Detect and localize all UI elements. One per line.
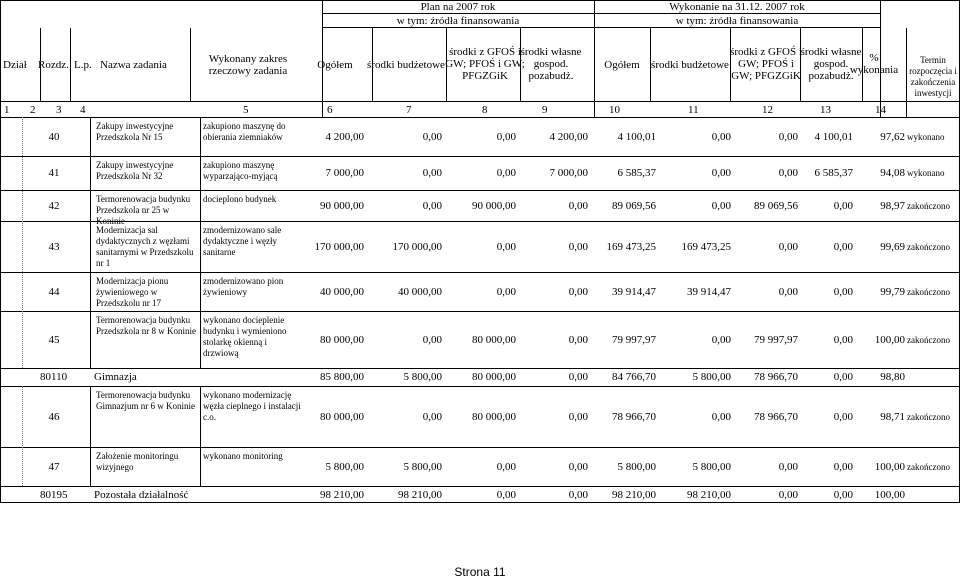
col-number: 2 bbox=[30, 104, 36, 116]
row-exec-budget: 39 914,47 bbox=[687, 286, 731, 298]
row-exec-fund: 0,00 bbox=[778, 167, 798, 179]
row-exec-budget: 0,00 bbox=[711, 200, 731, 212]
row-status: zakończono bbox=[907, 462, 950, 472]
row-name: Termorenowacja budynku Przedszkola nr 8 w Koninie bbox=[96, 315, 196, 336]
row-plan-total: 7 000,00 bbox=[325, 167, 364, 179]
row-exec-total: 78 966,70 bbox=[612, 411, 656, 423]
row-pct: 98,97 bbox=[880, 200, 905, 212]
col-exec-wlasne: środki własne gospod. pozabudż. bbox=[800, 46, 862, 82]
col-lp: L.p. bbox=[74, 59, 92, 71]
row-scope: zakupiono maszynę do obierania ziemniaków bbox=[203, 121, 286, 142]
row-status: zakończono bbox=[907, 201, 950, 211]
row-status: zakończono bbox=[907, 242, 950, 252]
row-plan-fund: 0,00 bbox=[496, 241, 516, 253]
summary-exec-own: 0,00 bbox=[833, 489, 853, 501]
row-lp: 43 bbox=[48, 241, 60, 253]
col-procent: % wykonania bbox=[849, 52, 899, 76]
row-plan-budget: 0,00 bbox=[422, 131, 442, 143]
row-plan-total: 5 800,00 bbox=[325, 461, 364, 473]
row-exec-fund: 0,00 bbox=[778, 131, 798, 143]
row-scope: wykonano docieplenie budynku i wymieniono stolarkę okienną i drzwiową bbox=[203, 315, 287, 358]
col-number: 11 bbox=[688, 104, 699, 116]
col-termin: Termin rozpoczęcia i zakończenia inwestycji bbox=[909, 55, 957, 98]
summary-exec-own: 0,00 bbox=[833, 371, 853, 383]
row-plan-budget: 0,00 bbox=[422, 200, 442, 212]
row-plan-total: 170 000,00 bbox=[314, 241, 364, 253]
row-plan-fund: 0,00 bbox=[496, 286, 516, 298]
row-plan-fund: 80 000,00 bbox=[472, 334, 516, 346]
col-nazwa: Nazwa zadania bbox=[100, 59, 167, 71]
row-plan-fund: 0,00 bbox=[496, 131, 516, 143]
summary-pct: 100,00 bbox=[874, 489, 905, 501]
plan-title: Plan na 2007 rok bbox=[420, 1, 496, 13]
row-plan-fund: 90 000,00 bbox=[472, 200, 516, 212]
row-plan-budget: 0,00 bbox=[422, 167, 442, 179]
exec-title: Wykonanie na 31.12. 2007 rok bbox=[669, 1, 805, 13]
summary-exec-total: 84 766,70 bbox=[612, 371, 656, 383]
row-pct: 100,00 bbox=[874, 461, 905, 473]
row-plan-budget: 40 000,00 bbox=[398, 286, 442, 298]
row-name: Modernizacja pionu żywieniowego w Przedszkolu nr 17 bbox=[96, 276, 169, 308]
col-number: 4 bbox=[80, 104, 86, 116]
row-scope: wykonano modernizację węzła cieplnego i instalacji c.o. bbox=[203, 390, 301, 422]
row-exec-total: 169 473,25 bbox=[606, 241, 656, 253]
row-plan-own: 0,00 bbox=[568, 241, 588, 253]
row-pct: 94,08 bbox=[880, 167, 905, 179]
row-exec-own: 0,00 bbox=[833, 411, 853, 423]
row-exec-fund: 0,00 bbox=[778, 241, 798, 253]
row-scope: zakupiono maszynę wyparzająco-myjącą bbox=[203, 160, 278, 181]
row-exec-budget: 0,00 bbox=[711, 167, 731, 179]
col-exec-gfos: środki z GFOŚ i GW; PFOŚ i GW; PFGZGiK bbox=[730, 46, 802, 82]
summary-pct: 98,80 bbox=[880, 371, 905, 383]
row-plan-own: 7 000,00 bbox=[549, 167, 588, 179]
row-pct: 99,79 bbox=[880, 286, 905, 298]
row-exec-total: 89 069,56 bbox=[612, 200, 656, 212]
row-plan-total: 40 000,00 bbox=[320, 286, 364, 298]
row-plan-budget: 170 000,00 bbox=[392, 241, 442, 253]
col-number: 10 bbox=[609, 104, 620, 116]
col-number: 3 bbox=[56, 104, 62, 116]
page-number: Strona 11 bbox=[454, 565, 506, 579]
row-exec-own: 0,00 bbox=[833, 286, 853, 298]
row-exec-total: 6 585,37 bbox=[617, 167, 656, 179]
col-number: 6 bbox=[327, 104, 333, 116]
col-number: 7 bbox=[406, 104, 412, 116]
row-lp: 40 bbox=[48, 131, 60, 143]
row-plan-budget: 0,00 bbox=[422, 411, 442, 423]
row-plan-own: 0,00 bbox=[568, 411, 588, 423]
row-exec-fund: 78 966,70 bbox=[754, 411, 798, 423]
row-plan-total: 80 000,00 bbox=[320, 334, 364, 346]
row-scope: wykonano monitoring bbox=[203, 451, 283, 461]
summary-exec-fund: 0,00 bbox=[778, 489, 798, 501]
row-plan-own: 0,00 bbox=[568, 334, 588, 346]
row-lp: 47 bbox=[48, 461, 60, 473]
col-exec-ogolem: Ogółem bbox=[604, 59, 640, 71]
row-scope: docieplono budynek bbox=[203, 194, 277, 204]
summary-exec-total: 98 210,00 bbox=[612, 489, 656, 501]
col-number: 5 bbox=[243, 104, 249, 116]
summary-plan-budget: 98 210,00 bbox=[398, 489, 442, 501]
row-plan-own: 0,00 bbox=[568, 286, 588, 298]
summary-code: 80110 bbox=[40, 371, 68, 383]
col-plan-gfos: środki z GFOŚ i GW; PFOŚ i GW; PFGZGiK bbox=[445, 46, 525, 82]
row-plan-budget: 0,00 bbox=[422, 334, 442, 346]
row-exec-fund: 0,00 bbox=[778, 286, 798, 298]
summary-plan-budget: 5 800,00 bbox=[403, 371, 442, 383]
summary-plan-total: 85 800,00 bbox=[320, 371, 364, 383]
summary-exec-budget: 98 210,00 bbox=[687, 489, 731, 501]
row-exec-budget: 0,00 bbox=[711, 131, 731, 143]
row-exec-fund: 0,00 bbox=[778, 461, 798, 473]
summary-plan-own: 0,00 bbox=[568, 489, 588, 501]
row-exec-total: 5 800,00 bbox=[617, 461, 656, 473]
row-exec-total: 79 997,97 bbox=[612, 334, 656, 346]
col-exec-budz: środki budżetowe bbox=[651, 59, 729, 71]
col-number: 8 bbox=[482, 104, 488, 116]
col-dzial: Dział bbox=[3, 59, 27, 71]
row-exec-budget: 0,00 bbox=[711, 411, 731, 423]
col-plan-wlasne: środki własne gospod. pozabudż. bbox=[520, 46, 582, 82]
summary-plan-fund: 80 000,00 bbox=[472, 371, 516, 383]
row-plan-fund: 0,00 bbox=[496, 461, 516, 473]
row-lp: 42 bbox=[48, 200, 60, 212]
row-status: zakończono bbox=[907, 287, 950, 297]
col-number: 13 bbox=[820, 104, 831, 116]
row-exec-own: 0,00 bbox=[833, 461, 853, 473]
col-number: 9 bbox=[542, 104, 548, 116]
row-plan-total: 90 000,00 bbox=[320, 200, 364, 212]
row-plan-own: 0,00 bbox=[568, 200, 588, 212]
row-status: zakończono bbox=[907, 412, 950, 422]
row-exec-budget: 5 800,00 bbox=[692, 461, 731, 473]
row-pct: 97,62 bbox=[880, 131, 905, 143]
row-name: Zakupy inwestycyjne Przedszkola Nr 32 bbox=[96, 160, 174, 181]
col-number: 12 bbox=[762, 104, 773, 116]
row-plan-fund: 0,00 bbox=[496, 167, 516, 179]
summary-plan-own: 0,00 bbox=[568, 371, 588, 383]
row-plan-total: 80 000,00 bbox=[320, 411, 364, 423]
row-lp: 44 bbox=[48, 286, 60, 298]
plan-subtitle: w tym: źródła finansowania bbox=[396, 15, 520, 27]
col-number: 1 bbox=[4, 104, 10, 116]
row-exec-own: 0,00 bbox=[833, 241, 853, 253]
row-name: Termorenowacja budynku Gimnazjum nr 6 w Koninie bbox=[96, 390, 195, 411]
summary-code: 80195 bbox=[40, 489, 68, 501]
row-plan-own: 0,00 bbox=[568, 461, 588, 473]
row-plan-own: 4 200,00 bbox=[549, 131, 588, 143]
col-number: 14 bbox=[875, 104, 886, 116]
row-pct: 99,69 bbox=[880, 241, 905, 253]
summary-label: Pozostała działalność bbox=[94, 489, 189, 501]
row-name: Modernizacja sal dydaktycznych z węzłami sanitarnymi w Przedszkolu nr 1 bbox=[96, 225, 194, 268]
row-plan-budget: 5 800,00 bbox=[403, 461, 442, 473]
row-exec-own: 4 100,01 bbox=[814, 131, 853, 143]
summary-exec-budget: 5 800,00 bbox=[692, 371, 731, 383]
row-pct: 98,71 bbox=[880, 411, 905, 423]
row-lp: 46 bbox=[48, 411, 60, 423]
row-lp: 45 bbox=[48, 334, 60, 346]
col-rozdz: Rozdz. bbox=[38, 59, 69, 71]
row-exec-own: 6 585,37 bbox=[814, 167, 853, 179]
row-scope: zmodernizowano pion żywieniowy bbox=[203, 276, 284, 297]
row-plan-fund: 80 000,00 bbox=[472, 411, 516, 423]
row-name: Zakupy inwestycyjne Przedszkola Nr 15 bbox=[96, 121, 174, 142]
summary-exec-fund: 78 966,70 bbox=[754, 371, 798, 383]
summary-label: Gimnazja bbox=[94, 371, 137, 383]
row-name: Termorenowacja budynku Przedszkola nr 25 w Koninie bbox=[96, 194, 191, 226]
col-plan-ogolem: Ogółem bbox=[317, 59, 353, 71]
summary-plan-total: 98 210,00 bbox=[320, 489, 364, 501]
row-exec-fund: 79 997,97 bbox=[754, 334, 798, 346]
row-exec-own: 0,00 bbox=[833, 200, 853, 212]
row-exec-own: 0,00 bbox=[833, 334, 853, 346]
summary-plan-fund: 0,00 bbox=[496, 489, 516, 501]
exec-subtitle: w tym: źródła finansowania bbox=[675, 15, 799, 27]
row-exec-total: 4 100,01 bbox=[617, 131, 656, 143]
row-pct: 100,00 bbox=[874, 334, 905, 346]
row-exec-budget: 169 473,25 bbox=[681, 241, 731, 253]
row-exec-budget: 0,00 bbox=[711, 334, 731, 346]
row-name: Założenie monitoringu wizyjnego bbox=[96, 451, 179, 472]
row-scope: zmodernizowano sale dydaktyczne i węzły sanitarne bbox=[203, 225, 282, 257]
row-status: wykonano bbox=[907, 168, 945, 178]
col-plan-budz: środki budżetowe bbox=[367, 59, 445, 71]
row-plan-total: 4 200,00 bbox=[325, 131, 364, 143]
row-status: zakończono bbox=[907, 335, 950, 345]
row-status: wykonano bbox=[907, 132, 945, 142]
row-exec-total: 39 914,47 bbox=[612, 286, 656, 298]
row-lp: 41 bbox=[48, 167, 60, 179]
col-zakres: Wykonany zakres rzeczowy zadania bbox=[208, 53, 288, 77]
row-exec-fund: 89 069,56 bbox=[754, 200, 798, 212]
